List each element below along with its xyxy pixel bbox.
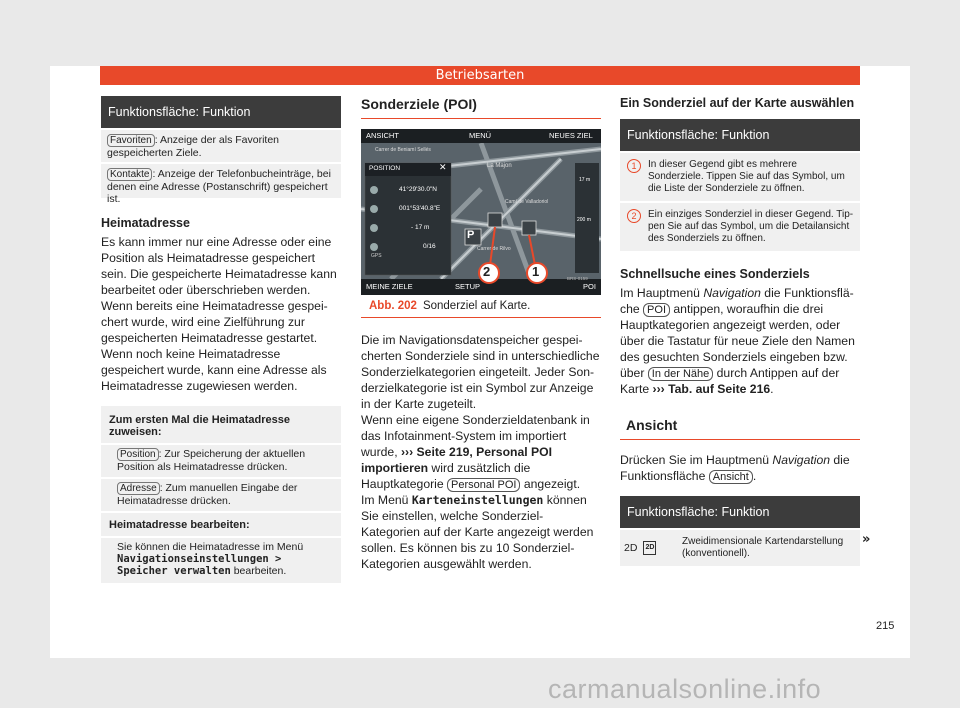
street-label: La Majon: [487, 163, 512, 169]
menu-name: Karteneinstellungen: [411, 493, 544, 507]
paragraph-text: .: [770, 382, 774, 396]
function-row-2: [620, 201, 860, 251]
number-badge: 1: [627, 159, 641, 173]
row-description: Ein einziges Sonderziel in dieser Gegend. Tippen Sie auf das Symbol, um die Detailansicht des Sonderziels zu öffnen.: [648, 209, 854, 244]
navigation-screen-figure: [361, 129, 601, 295]
figure-number: Abb. 202: [369, 300, 417, 312]
function-table-title: Funktionsfläche: Funktion: [620, 119, 860, 151]
instruction-row: [101, 536, 341, 583]
subheading: Ein Sonderziel auf der Karte auswählen: [620, 96, 855, 110]
menu-main-button: MENÜ: [469, 131, 492, 140]
paragraph-text: können Sie einstellen, welche Sonderziel-Kategorien auf der Karte angezeigt werden sollen. Es können bis zu 10 Sonderziel-Kategorien ausgewählt werden.: [361, 493, 594, 571]
paragraph: [620, 285, 860, 397]
scale-label: 200 m: [577, 217, 591, 223]
paragraph-text: wird zusätzlich die Hauptkategorie: [361, 461, 531, 491]
image-code: BRS-0159: [567, 276, 588, 281]
icon-text: 2D: [645, 544, 655, 551]
instruction-row: [101, 477, 341, 511]
column-left: [101, 96, 341, 583]
setup-button: SETUP: [455, 282, 481, 291]
paragraph-text: durch Antippen auf der Karte: [620, 366, 840, 396]
position-panel-title: POSITION: [369, 165, 401, 172]
paragraph: [361, 412, 601, 492]
instruction-text: : Zur Speicherung der aktuellen Position als Heimatadresse drücken.: [117, 448, 306, 473]
continued-marker: »: [862, 532, 871, 547]
figure-caption: [361, 295, 601, 318]
position-button-label: Position: [117, 448, 159, 461]
latitude-value: 41°29'30.0"N: [399, 186, 437, 193]
figure-caption-text: Sonderziel auf Karte.: [422, 300, 531, 312]
paragraph-text: Im Menü: [361, 493, 412, 507]
my-destinations-button: MEINE ZIELE: [366, 282, 413, 291]
chapter-header: Betriebsarten: [100, 66, 860, 85]
paragraph-text: Drücken Sie im Hauptmenü: [620, 453, 773, 467]
instruction-heading: Heimatadresse bearbeiten:: [101, 511, 341, 536]
column-middle: [361, 96, 601, 572]
poi-button: POI: [583, 282, 596, 291]
contacts-description: : Anzeige der Telefonbucheinträge, bei denen eine Adresse (Postanschrift) gespeichert ist.: [107, 168, 331, 205]
instruction-row: [101, 443, 341, 477]
function-table-title: Funktionsfläche: Funktion: [101, 96, 341, 128]
paragraph-text: die Funktionsfläche: [620, 286, 854, 316]
instruction-box: [101, 406, 341, 583]
function-row-2d: [620, 528, 860, 566]
callout-number: 2: [483, 264, 491, 279]
street-label: Camí de Valladoriol: [505, 199, 549, 205]
parking-icon: P: [467, 229, 475, 241]
paragraph-text: .: [752, 469, 757, 483]
instruction-text: Sie können die Heimatadresse im Menü: [117, 541, 304, 553]
longitude-value: 001°53'40.8"E: [399, 205, 441, 212]
close-icon: ✕: [439, 163, 447, 173]
watermark: carmanualsonline.info: [548, 674, 822, 704]
paragraph: Es kann immer nur eine Adresse oder eine Position als Heimatadresse gespeichert sein. Die gespeicherte Heimatadresse kann bearbeitet oder überschrieben werden.: [101, 235, 337, 297]
view-button-label: Ansicht: [709, 470, 753, 484]
nearby-button-label: In der Nähe: [648, 367, 713, 381]
section-title: Ansicht: [620, 417, 860, 440]
row-description: In dieser Gegend gibt es mehrere Sonderziele. Tippen Sie auf das Symbol, um die Liste der Sonderziele zu öffnen.: [648, 159, 845, 194]
home-address-heading: Heimatadresse: [101, 216, 190, 230]
instruction-text: bearbeiten.: [230, 565, 287, 577]
row-description: Zweidimensionale Kartendarstellung (konventionell).: [682, 536, 844, 559]
row-label: 2D: [624, 542, 638, 554]
instruction-heading: Zum ersten Mal die Heimatadresse zuweisen:: [109, 414, 290, 438]
callout-number: 1: [532, 264, 540, 279]
map-2d-icon: [643, 541, 656, 555]
paragraph-text: Wenn eine eigene Sonderzieldatenbank in das Infotainment-System im importiert wurde,: [361, 413, 590, 459]
gps-label: GPS: [371, 253, 382, 259]
menu-view-button: ANSICHT: [366, 131, 399, 140]
scale-label: 17 m: [579, 177, 591, 183]
map-illustration: [361, 129, 601, 295]
cross-reference-link[interactable]: ››› Tab. auf Seite 216: [652, 382, 771, 396]
personal-poi-button-label: Personal POI: [447, 478, 520, 492]
street-label: Carrer de Rilvo: [477, 246, 511, 252]
menu-new-destination-button: NEUES ZIEL: [549, 131, 593, 140]
menu-path: Navigationseinstellungen > Speicher verwalten: [117, 553, 282, 577]
function-table-title: Funktionsfläche: Funktion: [620, 496, 860, 528]
paragraph-text: die Funktionsfläche: [620, 453, 850, 483]
favorites-description: : Anzeige der als Favoriten gespeicherten Ziele.: [107, 134, 280, 159]
function-row-contacts: [101, 162, 341, 205]
paragraph: Wenn noch keine Heimatadresse gespeichert wurde, kann eine Adresse als Heimatadresse zugewiesen werden.: [101, 347, 327, 393]
subheading: Schnellsuche eines Sonderziels: [620, 267, 810, 281]
paragraph: [620, 452, 860, 484]
function-row-favorites: [101, 128, 341, 162]
poi-button-label: POI: [643, 303, 670, 317]
cross-reference-link[interactable]: ››› Seite 219, Personal POI importieren: [361, 445, 553, 475]
function-row-1: [620, 151, 860, 201]
paragraph: [361, 492, 601, 572]
column-right: [620, 96, 860, 566]
instruction-text: : Zum manuellen Eingabe der Heimatadresse drücken.: [117, 482, 298, 507]
paragraph-text: angezeigt.: [520, 477, 581, 491]
paragraph: Wenn bereits eine Heimatadresse gespeichert wurde, wird eine Zielführung zur gespeicherten Heimatadresse gestartet.: [101, 299, 328, 345]
section-title: Sonderziele (POI): [361, 96, 601, 119]
contacts-button-label: Kontakte: [107, 168, 152, 181]
paragraph-text: antippen, woraufhin die drei Hauptkategorien angezeigt werden, oder über die Tastatur für neue Ziele den Namen des gesuchten Sonderziels eingeben bzw. über: [620, 302, 855, 380]
satellites-value: 0/16: [423, 243, 436, 250]
paragraph-text: Im Hauptmenü: [620, 286, 704, 300]
paragraph: Die im Navigationsdatenspeicher gespeicherten Sonderziele sind in unterschiedliche Sonderzielkategorien eingeteilt. Jeder Sonderzielkategorie ist ein Symbol zur Anzeige in der Karte zugeteilt.: [361, 333, 600, 411]
menu-name: Navigation: [703, 286, 761, 300]
number-badge: 2: [627, 209, 641, 223]
address-button-label: Adresse: [117, 482, 160, 495]
street-label: Carrer de Beniamí Sellés: [375, 147, 431, 153]
favorites-button-label: Favoriten: [107, 134, 155, 147]
menu-name: Navigation: [772, 453, 831, 467]
page-number: 215: [876, 620, 895, 632]
altitude-value: - 17 m: [411, 224, 430, 231]
